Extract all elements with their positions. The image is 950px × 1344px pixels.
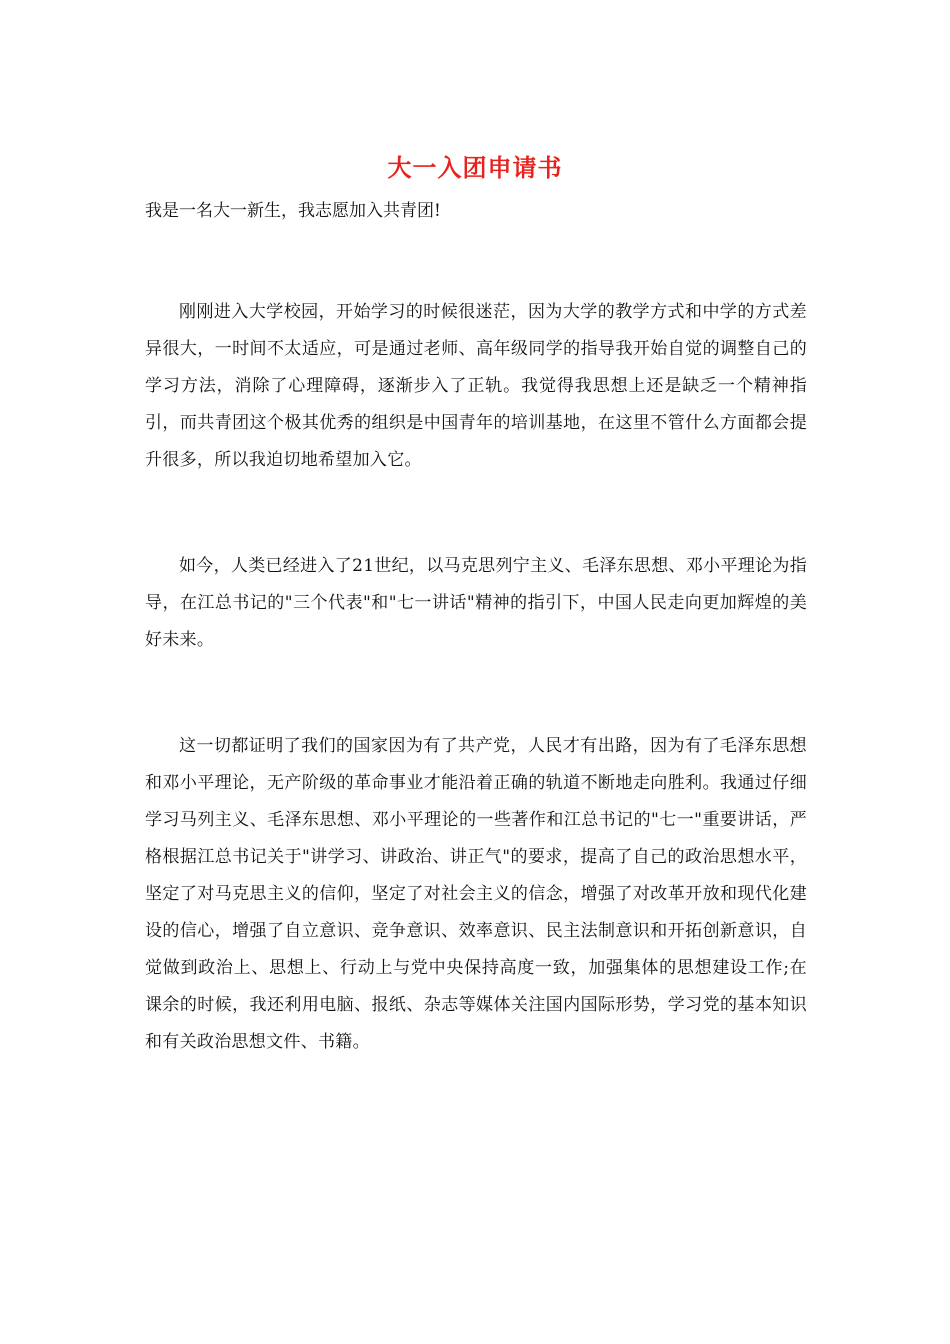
body-paragraph-2: 如今，人类已经进入了21世纪，以马克思列宁主义、毛泽东思想、邓小平理论为指导，在江总书记的"三个代表"和"七一讲话"精神的指引下，中国人民走向更加辉煌的美好未来。 [145,556,807,650]
intro-line: 我是一名大一新生，我志愿加入共青团! [145,201,441,221]
body-paragraph-3: 这一切都证明了我们的国家因为有了共产党，人民才有出路，因为有了毛泽东思想和邓小平理论，无产阶级的革命事业才能沿着正确的轨道不断地走向胜利。我通过仔细学习马列主义、毛泽东思想、邓小平理论的一些著作和江总书记的"七一"重要讲话，严格根据江总书记关于"讲学习、讲政治、讲正气"的要求，提高了自己的政治思想水平，坚定了对马克思主义的信仰，坚定了对社会主义的信念，增强了对改革开放和现代化建设的信心，增强了自立意识、竞争意识、效率意识、民主法制意识和开拓创新意识，自觉做到政治上、思想上、行动上与党中央保持高度一致，加强集体的思想建设工作;在课余的时候，我还利用电脑、报纸、杂志等媒体关注国内国际形势，学习党的基本知识和有关政治思想文件、书籍。 [145,736,807,1052]
document-title: 大一入团申请书 [387,153,563,182]
body-paragraph-1: 刚刚进入大学校园，开始学习的时候很迷茫，因为大学的教学方式和中学的方式差异很大，一时间不太适应，可是通过老师、高年级同学的指导我开始自觉的调整自己的学习方法，消除了心理障碍，逐渐步入了正轨。我觉得我思想上还是缺乏一个精神指引，而共青团这个极其优秀的组织是中国青年的培训基地，在这里不管什么方面都会提升很多，所以我迫切地希望加入它。 [145,302,807,470]
